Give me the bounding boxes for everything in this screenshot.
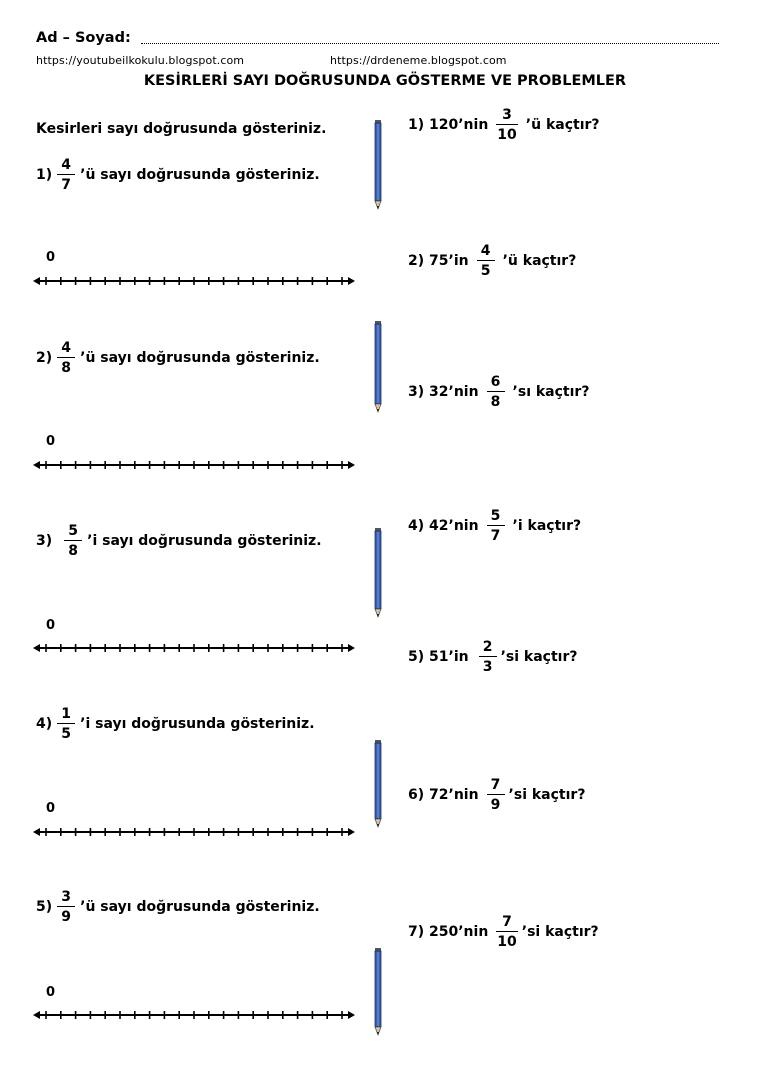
numerator: 2 (482, 639, 493, 655)
question-text: ’ü sayı doğrusunda gösteriniz. (80, 350, 320, 366)
numerator: 4 (480, 243, 491, 259)
number-line-3[interactable] (32, 641, 356, 655)
numerator: 5 (68, 523, 79, 539)
denominator: 7 (57, 174, 75, 192)
denominator: 8 (487, 391, 505, 409)
question-text: ’ü sayı doğrusunda gösteriniz. (80, 167, 320, 183)
fraction (57, 890, 75, 924)
question-text: ’ü sayı doğrusunda gösteriniz. (80, 899, 320, 915)
fraction (57, 707, 75, 741)
name-field-dotted-line[interactable] (141, 43, 719, 44)
problem-suffix: ’si kaçtır? (521, 924, 599, 940)
fraction (479, 640, 497, 674)
denominator: 8 (64, 540, 82, 558)
numerator: 4 (61, 340, 72, 356)
problem-prefix: 2) 75’in (408, 253, 469, 269)
denominator: 9 (57, 906, 75, 924)
page-title: KESİRLERİ SAYI DOĞRUSUNDA GÖSTERME VE PROBLEMLER (143, 73, 627, 89)
arrow-right-icon (348, 644, 355, 652)
denominator: 5 (477, 260, 495, 278)
problem-prefix: 6) 72’nin (408, 787, 479, 803)
numerator: 3 (61, 889, 72, 905)
denominator: 10 (496, 931, 517, 949)
arrow-right-icon (348, 1011, 355, 1019)
arrow-left-icon (33, 1011, 40, 1019)
numerator: 4 (61, 157, 72, 173)
left-question-1 (36, 158, 320, 192)
denominator: 9 (487, 794, 505, 812)
denominator: 3 (479, 656, 497, 674)
arrow-left-icon (33, 644, 40, 652)
left-instruction: Kesirleri sayı doğrusunda gösteriniz. (36, 121, 327, 137)
numerator: 3 (502, 107, 512, 123)
numerator: 5 (490, 508, 501, 524)
fraction (477, 244, 495, 278)
url-right: https://drdeneme.blogspot.com (330, 54, 507, 67)
denominator: 7 (487, 525, 505, 543)
right-problem-6 (408, 778, 585, 812)
right-problem-4 (408, 509, 581, 543)
question-text: ’i sayı doğrusunda gösteriniz. (87, 533, 322, 549)
problem-suffix: ’si kaçtır? (508, 787, 586, 803)
pencil-eraser (375, 321, 381, 324)
problem-suffix: ’i kaçtır? (512, 518, 582, 534)
pencil-icon (372, 120, 384, 210)
fraction (57, 341, 75, 375)
number-line-2[interactable] (32, 458, 356, 472)
pencil-eraser (375, 740, 381, 743)
pencil-eraser (375, 120, 381, 123)
arrow-left-icon (33, 461, 40, 469)
problem-suffix: ’si kaçtır? (500, 649, 578, 665)
right-problem-1 (408, 108, 600, 142)
right-problem-2 (408, 244, 576, 278)
zero-label: 0 (46, 801, 56, 816)
zero-label: 0 (46, 434, 56, 449)
right-problem-7 (408, 915, 599, 949)
number-line-4[interactable] (32, 825, 356, 839)
pencil-eraser (375, 528, 381, 531)
problem-prefix: 7) 250’nin (408, 924, 489, 940)
question-number: 2) (36, 350, 53, 366)
denominator: 5 (57, 723, 75, 741)
zero-label: 0 (46, 618, 56, 633)
number-line-5[interactable] (32, 1008, 356, 1022)
numerator: 7 (502, 914, 512, 930)
pencil-icon (372, 948, 384, 1036)
question-number: 3) (36, 533, 53, 549)
denominator: 10 (496, 124, 517, 142)
question-text: ’i sayı doğrusunda gösteriniz. (80, 716, 315, 732)
problem-prefix: 3) 32’nin (408, 384, 479, 400)
question-number: 1) (36, 167, 53, 183)
left-question-2 (36, 341, 320, 375)
right-problem-3 (408, 375, 589, 409)
numerator: 7 (490, 777, 501, 793)
numerator: 1 (61, 706, 72, 722)
number-line-1[interactable] (32, 274, 356, 288)
fraction (487, 509, 505, 543)
url-left: https://youtubeilkokulu.blogspot.com (36, 54, 245, 67)
fraction (487, 778, 505, 812)
fraction (496, 915, 517, 949)
denominator: 8 (57, 357, 75, 375)
arrow-left-icon (33, 828, 40, 836)
pencil-icon (372, 740, 384, 828)
problem-prefix: 1) 120’nin (408, 117, 489, 133)
arrow-right-icon (348, 277, 355, 285)
fraction (487, 375, 505, 409)
question-number: 5) (36, 899, 53, 915)
numerator: 6 (490, 374, 501, 390)
name-label: Ad – Soyad: (36, 30, 131, 46)
problem-suffix: ’ü kaçtır? (525, 117, 600, 133)
arrow-right-icon (348, 828, 355, 836)
fraction (57, 158, 75, 192)
problem-suffix: ’ü kaçtır? (502, 253, 577, 269)
arrow-left-icon (33, 277, 40, 285)
problem-suffix: ’sı kaçtır? (512, 384, 590, 400)
pencil-icon (372, 528, 384, 618)
pencil-icon (372, 321, 384, 413)
zero-label: 0 (46, 985, 56, 1000)
zero-label: 0 (46, 250, 56, 265)
fraction (496, 108, 517, 142)
question-number: 4) (36, 716, 53, 732)
problem-prefix: 5) 51’in (408, 649, 469, 665)
left-question-3 (36, 524, 322, 558)
right-problem-5 (408, 640, 578, 674)
arrow-right-icon (348, 461, 355, 469)
pencil-eraser (375, 948, 381, 951)
fraction (64, 524, 82, 558)
left-question-5 (36, 890, 320, 924)
left-question-4 (36, 707, 315, 741)
problem-prefix: 4) 42’nin (408, 518, 479, 534)
